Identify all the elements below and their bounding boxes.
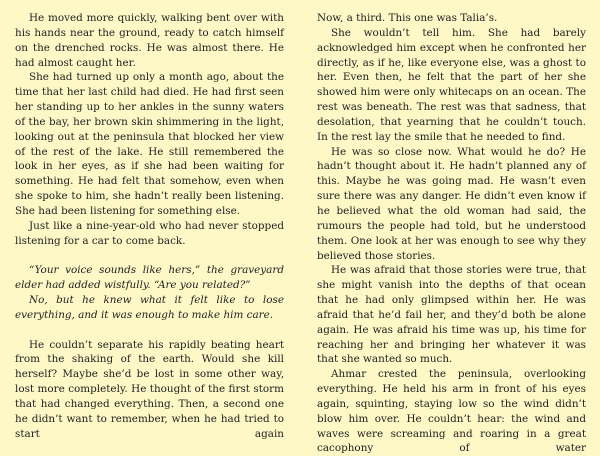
right-page bbox=[317, 11, 586, 456]
paragraph: Now, a third. This one was Talia’s. bbox=[317, 12, 498, 24]
paragraph: He was so close now. What would he do? He hadn’t thought about it. He hadn’t planned any of this. Maybe he was going mad. He wasn’t even sure there was any danger. He didn’t even know if he believed what the old woman had said, the rumours the people had told, but he understood them. One look at her was enough to see why they believed those stories. bbox=[317, 145, 586, 262]
left-page bbox=[15, 11, 284, 441]
paragraph: He couldn’t separate his rapidly beating heart from the shaking of the earth. Would she kill herself? Maybe she’d be lost in some other way, lost more completely. He thought of the first storm that had changed everything. Then, a second one he didn’t want to remember, when he had tried to start again bbox=[15, 338, 284, 440]
paragraph: He was afraid that those stories were true, that she might vanish into the depths of that ocean that he had only glimpsed within her. He was afraid that he’d fail her, and they’d both be alone again. He was afraid his time was up, his time for reaching her and bringing her whatever it was that she wanted so much. bbox=[317, 264, 586, 366]
paragraph: She had turned up only a month ago, about the time that her last child had died. He had first seen her standing up to her ankles in the sunny waters of the bay, her brown skin shimmering in the light, looking out at the peninsula that blocked her view of the rest of the lake. He still remembered the look in her eyes, as if she had been waiting for something. He had felt that somehow, even when she spoke to him, she hadn’t really been listening. She had been listening for something else. bbox=[15, 71, 284, 217]
paragraph: Just like a nine-year-old who had never stopped listening for a car to come back. bbox=[15, 219, 284, 247]
italic-quote: “Your voice sounds like hers,” the graveyard elder had added wistfully. “Are you related?” bbox=[15, 264, 284, 292]
italic-paragraph: No, but he knew what it felt like to lose everything, and it was enough to make him care. bbox=[15, 294, 284, 321]
paragraph: He moved more quickly, walking bent over with his hands near the ground, ready to catch himself on the drenched rocks. He was almost there. He had almost caught her. bbox=[15, 12, 284, 69]
paragraph: She wouldn’t tell him. She had barely acknowledged him except when he confronted her directly, as if he, like everyone else, was a ghost to her. Even then, he felt that the part of her she showed him were only whitecaps on an ocean. The rest was beneath. The rest was that sadness, that desolation, that yearning that he couldn’t touch. In the rest lay the smile that he needed to find. bbox=[317, 26, 586, 143]
paragraph: Ahmar crested the peninsula, overlooking everything. He held his arm in front of his eyes again, squinting, staying low so the wind didn’t blow him over. He couldn’t hear: the wind and waves were screaming and roaring in a great cacophony of water bbox=[317, 368, 586, 455]
